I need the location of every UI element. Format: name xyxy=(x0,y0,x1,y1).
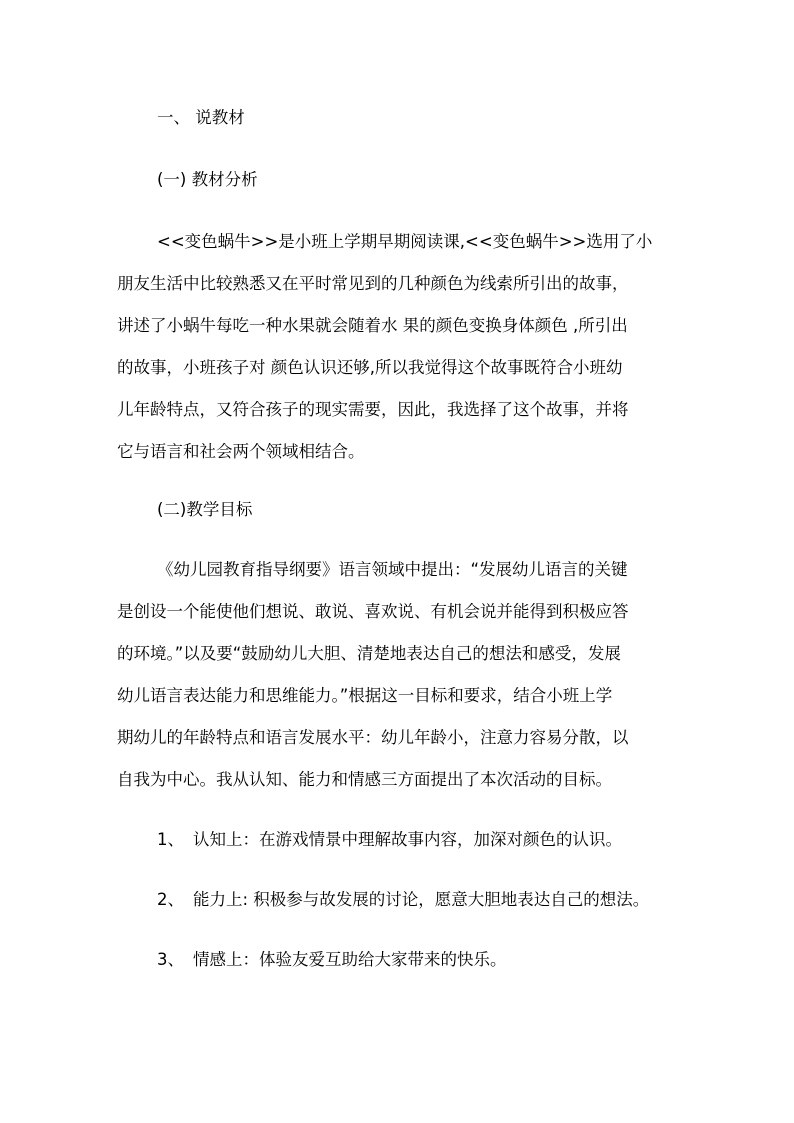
section-heading: 一、 说教材 xyxy=(157,108,245,127)
subheading-material-analysis: (一) 教材分析 xyxy=(157,170,258,189)
paragraph-line: 的故事，小班孩子对 颜色认识还够,所以我觉得这个故事既符合小班幼 xyxy=(117,358,623,377)
subheading-teaching-goals: (二)教学目标 xyxy=(157,500,253,519)
paragraph-line: 儿年龄特点，又符合孩子的现实需要，因此，我选择了这个故事，并将 xyxy=(117,400,629,419)
goal-item xyxy=(157,950,507,970)
paragraph-line: 它与语言和社会两个领域相结合。 xyxy=(117,442,365,461)
paragraph-line: 是创设一个能使他们想说、敢说、喜欢说、有机会说并能得到积极应答 xyxy=(117,602,629,621)
paragraph-line: 自我为中心。我从认知、能力和情感三方面提出了本次活动的目标。 xyxy=(117,770,612,789)
goal-text: 能力上: 积极参与故发展的讨论，愿意大胆地表达自己的想法。 xyxy=(193,890,650,909)
goal-item xyxy=(157,890,649,910)
paragraph-line: 的环境。”以及要“鼓励幼儿大胆、清楚地表达自己的想法和感受，发展 xyxy=(117,644,621,663)
paragraph-line: 朋友生活中比较熟悉又在平时常见到的几种颜色为线索所引出的故事， xyxy=(117,274,629,293)
paragraph-line: 讲述了小蜗牛每吃一种水果就会随着水 果的颜色变换身体颜色 ,所引出 xyxy=(117,316,628,335)
goal-number: 1、 xyxy=(157,830,184,849)
goal-text: 认知上：在游戏情景中理解故事内容，加深对颜色的认识。 xyxy=(193,830,622,849)
goal-item xyxy=(157,830,622,850)
goal-number: 3、 xyxy=(157,950,184,969)
paragraph-line: 幼儿语言表达能力和思维能力。”根据这一目标和要求，结合小班上学 xyxy=(117,686,613,705)
paragraph-line: 《幼儿园教育指导纲要》语言领域中提出：“发展幼儿语言的关键 xyxy=(157,560,628,579)
goal-number: 2、 xyxy=(157,890,184,909)
goal-text: 情感上：体验友爱互助给大家带来的快乐。 xyxy=(193,950,507,969)
paragraph-line: <<变色蜗牛>>是小班上学期早期阅读课,<<变色蜗牛>>选用了小 xyxy=(157,232,653,251)
paragraph-line: 期幼儿的年龄特点和语言发展水平：幼儿年龄小，注意力容易分散，以 xyxy=(117,728,629,747)
